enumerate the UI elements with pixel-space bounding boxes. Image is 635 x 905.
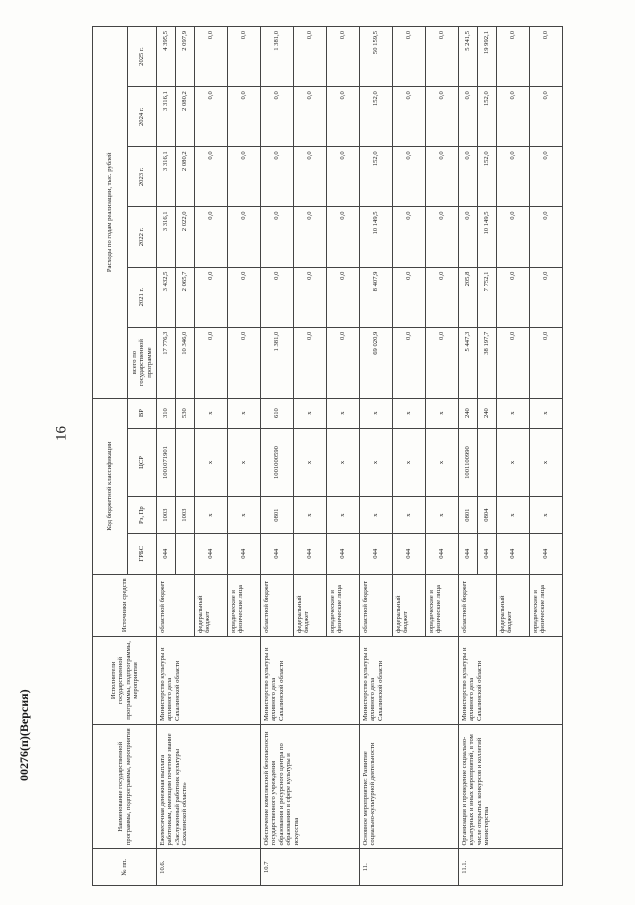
value-total: 38 197,7 xyxy=(478,327,497,398)
code-vr: 240 xyxy=(459,398,478,428)
code-grbs: 044 xyxy=(327,533,360,574)
value-year: 0,0 xyxy=(426,267,459,327)
code-vr: 610 xyxy=(261,398,294,428)
row-number: 11.1. xyxy=(459,849,563,886)
funding-source: федеральный бюджет xyxy=(393,574,426,636)
funding-source: областной бюджет xyxy=(459,574,497,636)
value-year: 1 381,0 xyxy=(261,27,294,87)
code-rzpr: 0804 xyxy=(478,497,497,534)
value-year: 2 080,2 xyxy=(176,87,195,147)
value-year: 152,0 xyxy=(478,147,497,207)
code-csr xyxy=(478,428,497,497)
code-rzpr: 1003 xyxy=(176,497,195,534)
header-csr: ЦСР xyxy=(128,428,157,497)
value-year: 0,0 xyxy=(261,147,294,207)
value-year: 0,0 xyxy=(228,147,261,207)
header-num: № пп. xyxy=(93,849,157,886)
activity-name: Обеспечение комплексной безопасности государственного учреждения образования и ресурсного центра по образованию в сфере культуры и искусства xyxy=(261,724,360,849)
funding-source: федеральный бюджет xyxy=(195,574,228,636)
value-total: 0,0 xyxy=(195,327,228,398)
value-year: 0,0 xyxy=(228,87,261,147)
code-rzpr: х xyxy=(497,497,530,534)
code-csr: 1001071901 xyxy=(157,428,176,497)
code-csr: х xyxy=(294,428,327,497)
code-vr: х xyxy=(360,398,393,428)
value-year: 0,0 xyxy=(459,207,478,267)
funding-source: областной бюджет xyxy=(261,574,294,636)
activity-name: Основное мероприятие: Развитие социально-культурной деятельности xyxy=(360,724,459,849)
code-vr: 310 xyxy=(157,398,176,428)
value-year: 0,0 xyxy=(261,87,294,147)
code-rzpr: 1003 xyxy=(157,497,176,534)
value-year: 0,0 xyxy=(426,147,459,207)
value-year: 152,0 xyxy=(360,147,393,207)
activity-name: Организация и проведение социально-культурных и иных мероприятий, в том числе открытых конкурсов и коллегий министерства xyxy=(459,724,563,849)
value-year: 0,0 xyxy=(327,27,360,87)
header-year-2023: 2023 г. xyxy=(128,147,157,207)
code-grbs: 044 xyxy=(261,533,294,574)
value-total: 69 020,9 xyxy=(360,327,393,398)
value-year: 0,0 xyxy=(261,207,294,267)
value-year: 10 149,5 xyxy=(360,207,393,267)
value-year: 10 149,5 xyxy=(478,207,497,267)
value-year: 7 752,1 xyxy=(478,267,497,327)
value-year: 0,0 xyxy=(530,87,563,147)
value-year: 0,0 xyxy=(393,27,426,87)
code-grbs: 044 xyxy=(478,533,497,574)
value-total: 17 776,3 xyxy=(157,327,176,398)
value-year: 0,0 xyxy=(530,27,563,87)
code-rzpr: х xyxy=(360,497,393,534)
code-vr: 240 xyxy=(478,398,497,428)
code-grbs: 044 xyxy=(459,533,478,574)
code-vr: х xyxy=(530,398,563,428)
executor-name: Министерство культуры и архивного дела Сахалинской области xyxy=(157,636,261,724)
value-total: 0,0 xyxy=(294,327,327,398)
table-body xyxy=(157,27,563,886)
executor-name: Министерство культуры и архивного дела Сахалинской области xyxy=(459,636,563,724)
value-year: 0,0 xyxy=(327,207,360,267)
funding-source: юридические и физические лица xyxy=(327,574,360,636)
executor-name: Министерство культуры и архивного дела Сахалинской области xyxy=(261,636,360,724)
executor-name: Министерство культуры и архивного дела Сахалинской области xyxy=(360,636,459,724)
code-csr: х xyxy=(426,428,459,497)
value-year: 0,0 xyxy=(530,267,563,327)
value-year: 0,0 xyxy=(327,87,360,147)
code-vr: х xyxy=(294,398,327,428)
value-year: 2 080,2 xyxy=(176,147,195,207)
value-year: 0,0 xyxy=(294,267,327,327)
value-total: 5 447,3 xyxy=(459,327,478,398)
page-number: 16 xyxy=(53,426,70,441)
value-total: 0,0 xyxy=(228,327,261,398)
expenses-table xyxy=(92,26,563,886)
value-year: 0,0 xyxy=(228,267,261,327)
header-name: Наименование государственной программы, подпрограммы, мероприятия xyxy=(93,724,157,849)
code-rzpr: х xyxy=(426,497,459,534)
funding-source: федеральный бюджет xyxy=(294,574,327,636)
code-csr: 1001100990 xyxy=(459,428,478,497)
row-number: 11. xyxy=(360,849,459,886)
code-csr: х xyxy=(327,428,360,497)
code-vr: 530 xyxy=(176,398,195,428)
value-year: 0,0 xyxy=(228,207,261,267)
code-rzpr: х xyxy=(327,497,360,534)
value-year: 50 159,5 xyxy=(360,27,393,87)
value-year: 0,0 xyxy=(294,147,327,207)
value-year: 2 097,9 xyxy=(176,27,195,87)
funding-source: юридические и физические лица xyxy=(530,574,563,636)
activity-name: Ежемесячная денежная выплата работникам, имеющим почетное звание «Заслуженный работник культуры Сахалинской области» xyxy=(157,724,261,849)
value-year: 0,0 xyxy=(393,207,426,267)
code-vr: х xyxy=(497,398,530,428)
value-year: 8 407,9 xyxy=(360,267,393,327)
value-year: 152,0 xyxy=(360,87,393,147)
code-vr: х xyxy=(327,398,360,428)
value-year: 4 395,5 xyxy=(157,27,176,87)
value-year: 0,0 xyxy=(195,147,228,207)
document-code: 00276(п)(Версия) xyxy=(17,689,31,781)
value-total: 1 381,0 xyxy=(261,327,294,398)
value-year: 0,0 xyxy=(497,267,530,327)
code-csr: х xyxy=(393,428,426,497)
code-grbs: 044 xyxy=(228,533,261,574)
value-year: 0,0 xyxy=(530,207,563,267)
value-year: 0,0 xyxy=(195,27,228,87)
code-grbs: 044 xyxy=(294,533,327,574)
value-year: 0,0 xyxy=(459,87,478,147)
header-vr: ВР xyxy=(128,398,157,428)
funding-source: федеральный бюджет xyxy=(497,574,530,636)
value-year: 19 992,1 xyxy=(478,27,497,87)
code-grbs xyxy=(176,533,195,574)
value-year: 0,0 xyxy=(195,207,228,267)
value-year: 3 316,1 xyxy=(157,87,176,147)
code-rzpr: 0801 xyxy=(261,497,294,534)
code-csr: х xyxy=(530,428,563,497)
value-year: 0,0 xyxy=(497,27,530,87)
value-year: 0,0 xyxy=(426,27,459,87)
code-grbs: 044 xyxy=(157,533,176,574)
code-csr: х xyxy=(360,428,393,497)
value-year: 0,0 xyxy=(294,27,327,87)
code-rzpr: х xyxy=(228,497,261,534)
value-year: 0,0 xyxy=(294,207,327,267)
code-grbs: 044 xyxy=(497,533,530,574)
header-year-2022: 2022 г. xyxy=(128,207,157,267)
table-row xyxy=(459,27,478,886)
code-grbs: 044 xyxy=(195,533,228,574)
code-rzpr: х xyxy=(195,497,228,534)
header-budget-code: Код бюджетной классификации xyxy=(93,398,128,574)
code-csr xyxy=(176,428,195,497)
funding-source: областной бюджет xyxy=(157,574,195,636)
value-year: 0,0 xyxy=(426,207,459,267)
code-grbs: 044 xyxy=(393,533,426,574)
value-total: 0,0 xyxy=(426,327,459,398)
header-year-2025: 2025 г. xyxy=(128,27,157,87)
code-vr: х xyxy=(393,398,426,428)
value-year: 0,0 xyxy=(393,147,426,207)
funding-source: областной бюджет xyxy=(360,574,393,636)
value-total: 0,0 xyxy=(530,327,563,398)
table-header xyxy=(93,27,157,886)
value-year: 2 065,7 xyxy=(176,267,195,327)
funding-source: юридические и физические лица xyxy=(228,574,261,636)
header-source: Источники средств xyxy=(93,574,157,636)
value-total: 0,0 xyxy=(327,327,360,398)
value-year: 5 241,5 xyxy=(459,27,478,87)
value-year: 0,0 xyxy=(497,147,530,207)
table-row xyxy=(360,27,393,886)
value-total: 0,0 xyxy=(497,327,530,398)
value-year: 152,0 xyxy=(478,87,497,147)
value-year: 0,0 xyxy=(195,267,228,327)
code-rzpr: 0801 xyxy=(459,497,478,534)
value-total: 10 346,0 xyxy=(176,327,195,398)
code-vr: х xyxy=(228,398,261,428)
rotated-table-container xyxy=(92,26,580,886)
value-year: 3 316,1 xyxy=(157,147,176,207)
value-year: 0,0 xyxy=(393,87,426,147)
value-year: 0,0 xyxy=(327,147,360,207)
value-year: 0,0 xyxy=(195,87,228,147)
code-rzpr: х xyxy=(393,497,426,534)
header-grbs: ГРБС xyxy=(128,533,157,574)
header-year-2021: 2021 г. xyxy=(128,267,157,327)
value-year: 0,0 xyxy=(261,267,294,327)
row-number: 10.7 xyxy=(261,849,360,886)
code-rzpr: х xyxy=(294,497,327,534)
value-year: 0,0 xyxy=(530,147,563,207)
value-year: 0,0 xyxy=(426,87,459,147)
code-csr: х xyxy=(195,428,228,497)
value-year: 205,8 xyxy=(459,267,478,327)
code-grbs: 044 xyxy=(530,533,563,574)
header-year-2024: 2024 г. xyxy=(128,87,157,147)
code-vr: х xyxy=(426,398,459,428)
header-expenses: Расходы по годам реализации, тыс. рублей xyxy=(93,27,128,399)
code-csr: х xyxy=(497,428,530,497)
value-year: 0,0 xyxy=(294,87,327,147)
header-executor: Исполнители государственной программы, подпрограммы, мероприятия xyxy=(93,636,157,724)
code-grbs: 044 xyxy=(426,533,459,574)
value-year: 3 316,1 xyxy=(157,207,176,267)
value-total: 0,0 xyxy=(393,327,426,398)
header-total: всего по государственной программе xyxy=(128,327,157,398)
value-year: 0,0 xyxy=(497,207,530,267)
code-csr: х xyxy=(228,428,261,497)
funding-source: юридические и физические лица xyxy=(426,574,459,636)
header-rzpr: Рз, Пр xyxy=(128,497,157,534)
table-row xyxy=(261,27,294,886)
value-year: 0,0 xyxy=(327,267,360,327)
value-year: 0,0 xyxy=(393,267,426,327)
code-vr: х xyxy=(195,398,228,428)
value-year: 0,0 xyxy=(497,87,530,147)
value-year: 0,0 xyxy=(459,147,478,207)
code-csr: 1001000590 xyxy=(261,428,294,497)
value-year: 2 022,0 xyxy=(176,207,195,267)
code-grbs: 044 xyxy=(360,533,393,574)
code-rzpr: х xyxy=(530,497,563,534)
value-year: 3 432,5 xyxy=(157,267,176,327)
value-year: 0,0 xyxy=(228,27,261,87)
table-row xyxy=(157,27,176,886)
row-number: 10.6. xyxy=(157,849,261,886)
